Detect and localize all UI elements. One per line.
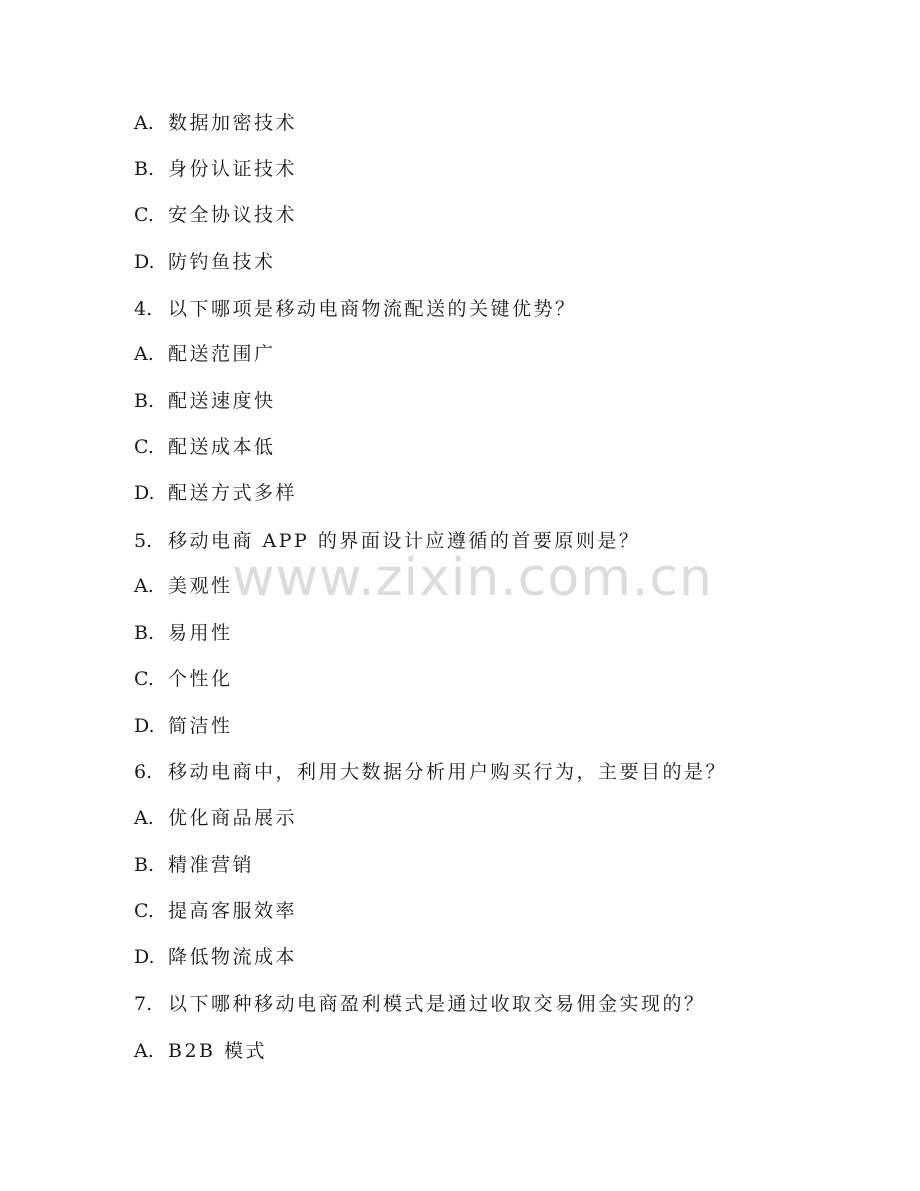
option-label: A. — [134, 1040, 154, 1062]
option-line — [134, 339, 276, 369]
question-text: 移动电商中，利用大数据分析用户购买行为，主要目的是？ — [168, 761, 728, 783]
option-line — [134, 896, 297, 926]
option-label: D. — [134, 482, 155, 504]
option-line — [134, 154, 297, 184]
watermark-text: www.zixin.com.cn — [232, 548, 713, 608]
option-text: 配送范围广 — [168, 343, 276, 365]
option-text: 配送成本低 — [168, 436, 276, 458]
question-text: 以下哪项是移动电商物流配送的关键优势？ — [168, 298, 577, 320]
option-label: A. — [134, 343, 154, 365]
option-label: B. — [134, 622, 155, 644]
option-text: 提高客服效率 — [168, 900, 298, 922]
question-number: 6. — [134, 761, 153, 783]
option-line — [134, 803, 297, 833]
option-label: B. — [134, 390, 155, 412]
question-text: 以下哪种移动电商盈利模式是通过收取交易佣金实现的？ — [168, 993, 706, 1015]
question-number: 5. — [134, 530, 153, 552]
option-line — [134, 618, 233, 648]
option-text: 身份认证技术 — [168, 158, 298, 180]
option-text: 简洁性 — [168, 715, 233, 737]
option-text: 数据加密技术 — [168, 112, 298, 134]
option-line — [134, 850, 254, 880]
option-text: 防钓鱼技术 — [168, 251, 276, 273]
option-text: 配送方式多样 — [168, 482, 298, 504]
option-text: 降低物流成本 — [168, 946, 298, 968]
option-line — [134, 432, 276, 462]
option-line — [134, 942, 297, 972]
option-text: 精准营销 — [168, 854, 255, 876]
option-label: D. — [134, 715, 155, 737]
option-line — [134, 386, 276, 416]
option-line — [134, 478, 297, 508]
option-text: 优化商品展示 — [168, 807, 298, 829]
option-line — [134, 711, 233, 741]
option-line — [134, 571, 233, 601]
option-label: A. — [134, 112, 154, 134]
question-text: 移动电商 APP 的界面设计应遵循的首要原则是？ — [168, 530, 641, 552]
option-label: C. — [134, 668, 154, 690]
option-line — [134, 200, 297, 230]
question-line — [134, 294, 577, 324]
option-text: 易用性 — [168, 622, 233, 644]
option-line — [134, 247, 276, 277]
option-text: B2B 模式 — [168, 1040, 268, 1062]
option-label: C. — [134, 204, 154, 226]
option-label: A. — [134, 807, 154, 829]
option-text: 美观性 — [168, 575, 233, 597]
option-label: B. — [134, 854, 155, 876]
option-line — [134, 664, 233, 694]
option-line — [134, 1036, 267, 1066]
option-label: B. — [134, 158, 155, 180]
option-label: A. — [134, 575, 154, 597]
option-label: C. — [134, 436, 154, 458]
option-line — [134, 108, 297, 138]
question-number: 7. — [134, 993, 153, 1015]
option-label: D. — [134, 251, 155, 273]
option-text: 安全协议技术 — [168, 204, 298, 226]
option-label: C. — [134, 900, 154, 922]
option-text: 个性化 — [168, 668, 233, 690]
option-label: D. — [134, 946, 155, 968]
option-text: 配送速度快 — [168, 390, 276, 412]
question-number: 4. — [134, 298, 153, 320]
question-line — [134, 989, 706, 1019]
question-line — [134, 757, 727, 787]
